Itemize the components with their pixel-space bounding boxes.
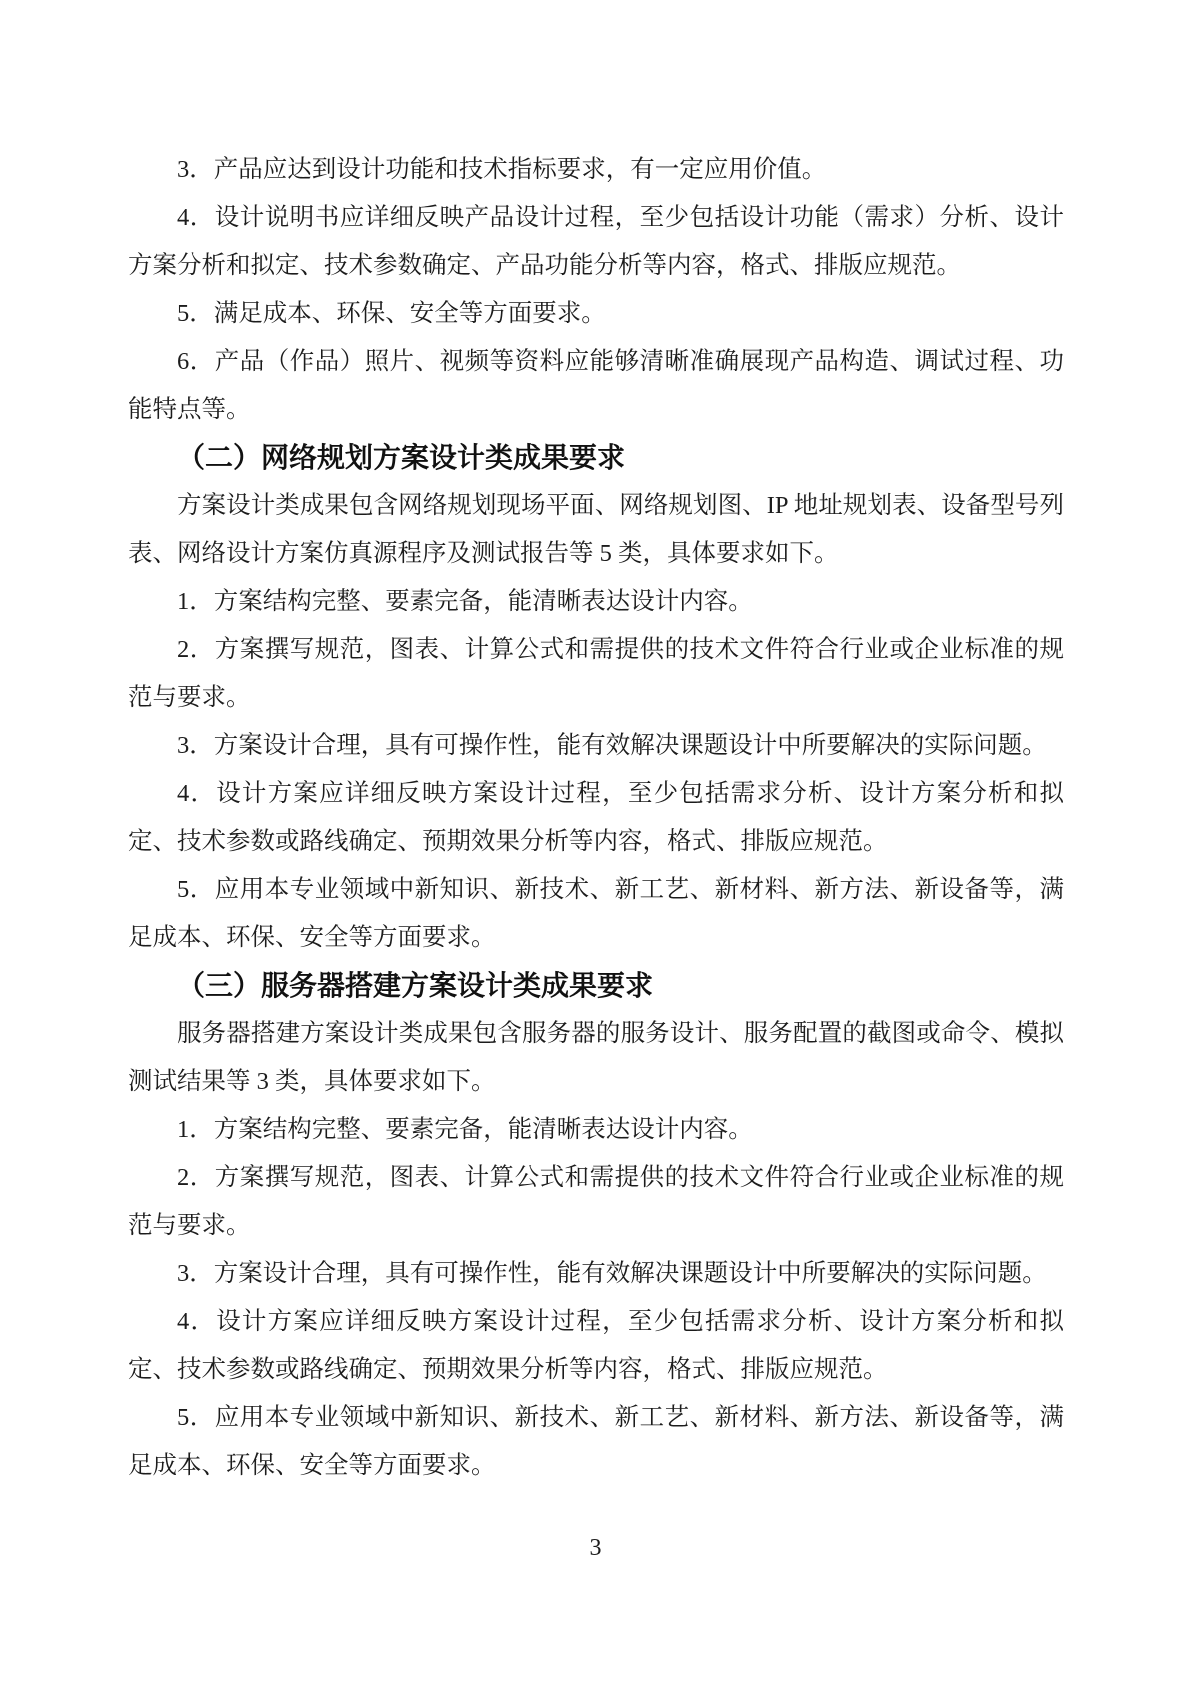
list-item-paragraph: 6．产品（作品）照片、视频等资料应能够清晰准确展现产品构造、调试过程、功能特点等。: [128, 348, 1064, 423]
list-item-paragraph: 5．应用本专业领域中新知识、新技术、新工艺、新材料、新方法、新设备等，满足成本、环保、安全等方面要求。: [128, 876, 1064, 951]
list-item-paragraph: 4．设计方案应详细反映方案设计过程，至少包括需求分析、设计方案分析和拟定、技术参数或路线确定、预期效果分析等内容，格式、排版应规范。: [128, 780, 1064, 855]
list-item-paragraph: 1．方案结构完整、要素完备，能清晰表达设计内容。: [177, 588, 753, 615]
list-item-paragraph: 2．方案撰写规范，图表、计算公式和需提供的技术文件符合行业或企业标准的规范与要求。: [128, 1164, 1064, 1239]
list-item-paragraph: 3．产品应达到设计功能和技术指标要求，有一定应用价值。: [177, 156, 827, 183]
list-item-paragraph: 4．设计方案应详细反映方案设计过程，至少包括需求分析、设计方案分析和拟定、技术参数或路线确定、预期效果分析等内容，格式、排版应规范。: [128, 1308, 1064, 1383]
list-item-paragraph: 5．应用本专业领域中新知识、新技术、新工艺、新材料、新方法、新设备等，满足成本、环保、安全等方面要求。: [128, 1404, 1064, 1479]
section-3-heading: （三）服务器搭建方案设计类成果要求: [177, 970, 654, 1001]
section-2-heading: （二）网络规划方案设计类成果要求: [177, 442, 626, 473]
list-item-paragraph: 3．方案设计合理，具有可操作性，能有效解决课题设计中所要解决的实际问题。: [177, 732, 1047, 759]
page-number: 3: [589, 1535, 602, 1561]
list-item-paragraph: 3．方案设计合理，具有可操作性，能有效解决课题设计中所要解决的实际问题。: [177, 1260, 1047, 1287]
list-item-paragraph: 5．满足成本、环保、安全等方面要求。: [177, 300, 606, 327]
section-intro-paragraph: 方案设计类成果包含网络规划现场平面、网络规划图、IP 地址规划表、设备型号列表、网络设计方案仿真源程序及测试报告等 5 类，具体要求如下。: [128, 492, 1064, 567]
list-item-paragraph: 1．方案结构完整、要素完备，能清晰表达设计内容。: [177, 1116, 753, 1143]
section-intro-paragraph: 服务器搭建方案设计类成果包含服务器的服务设计、服务配置的截图或命令、模拟测试结果等 3 类，具体要求如下。: [128, 1020, 1064, 1095]
list-item-paragraph: 4．设计说明书应详细反映产品设计过程，至少包括设计功能（需求）分析、设计方案分析和拟定、技术参数确定、产品功能分析等内容，格式、排版应规范。: [128, 204, 1064, 279]
document-content: [128, 146, 1064, 1490]
list-item-paragraph: 2．方案撰写规范，图表、计算公式和需提供的技术文件符合行业或企业标准的规范与要求。: [128, 636, 1064, 711]
